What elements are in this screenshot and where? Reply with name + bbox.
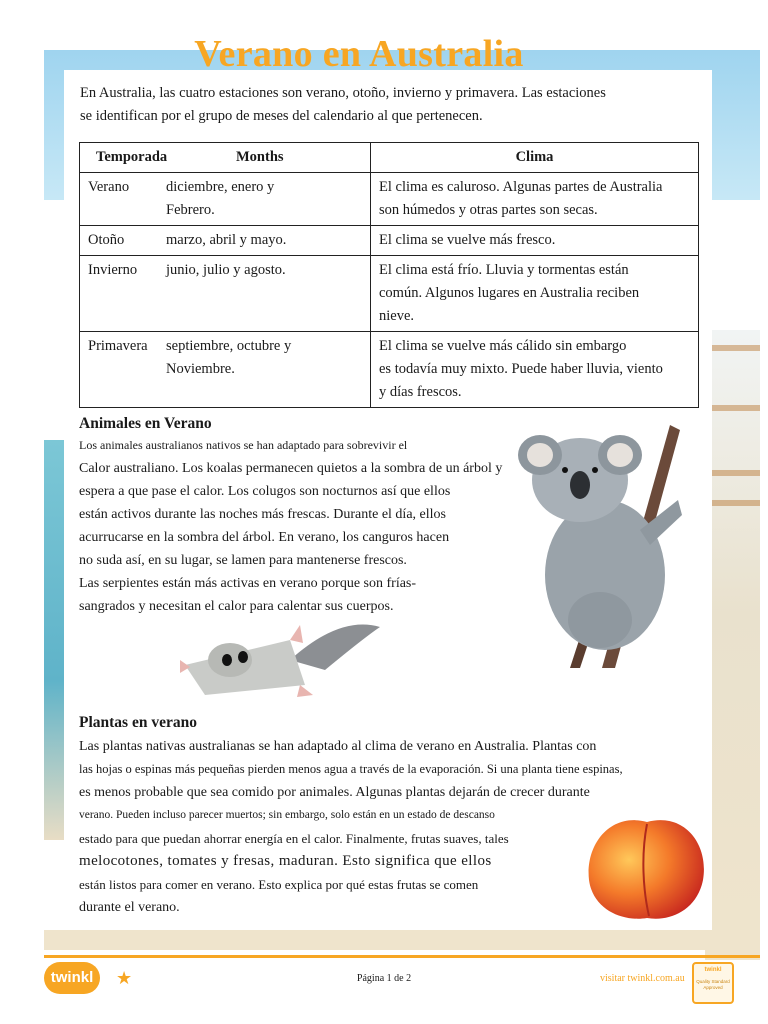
background-stripe bbox=[712, 405, 760, 411]
climate-text: común. Algunos lugares en Australia reciben bbox=[379, 285, 640, 301]
table-cell-climate bbox=[371, 173, 699, 226]
paragraph-line: es menos probable que sea comido por animales. Algunas plantas dejarán de crecer durante bbox=[79, 785, 590, 800]
peach-illustration bbox=[585, 810, 710, 922]
paragraph-line: Calor australiano. Los koalas permanecen quietos a la sombra de un árbol y bbox=[79, 461, 503, 476]
background-stripe bbox=[712, 470, 760, 476]
months-text: Noviembre. bbox=[166, 361, 235, 377]
climate-text: son húmedos y otras partes son secas. bbox=[379, 202, 598, 218]
paragraph-line: melocotones, tomates y fresas, maduran. Esto significa que ellos bbox=[79, 853, 492, 869]
table-row bbox=[80, 226, 699, 256]
background-beach bbox=[705, 330, 760, 960]
table-cell-climate bbox=[371, 256, 699, 332]
climate-text: El clima se vuelve más fresco. bbox=[379, 232, 556, 248]
page-title: Verano en Australia bbox=[194, 33, 524, 75]
intro-paragraph bbox=[80, 82, 700, 128]
paragraph-line: durante el verano. bbox=[79, 900, 180, 915]
intro-line: se identifican por el grupo de meses del calendario al que pertenecen. bbox=[80, 108, 483, 124]
paragraph-line: están activos durante las noches más frescas. Durante el día, ellos bbox=[79, 507, 446, 522]
paragraph-line: Las serpientes están más activas en verano porque son frías- bbox=[79, 576, 417, 591]
badge-subtitle: Quality Standard Approved bbox=[696, 979, 730, 990]
footer-divider bbox=[44, 955, 760, 958]
climate-text: nieve. bbox=[379, 308, 415, 324]
animals-paragraph bbox=[79, 434, 509, 618]
sugar-glider-illustration bbox=[175, 615, 390, 715]
paragraph-line: Los animales australianos nativos se han adaptado para sobrevivir el bbox=[79, 438, 408, 452]
table-header-season-months bbox=[80, 143, 371, 173]
paragraph-line: estado para que puedan ahorrar energía en el calor. Finalmente, frutas suaves, tales bbox=[79, 831, 509, 846]
header-clima: Clima bbox=[371, 143, 699, 173]
paragraph-line: las hojas o espinas más pequeñas pierden menos agua a través de la evaporación. Si una planta tiene espinas, bbox=[79, 762, 623, 776]
climate-text: y días frescos. bbox=[379, 384, 462, 400]
season-label: Primavera bbox=[88, 338, 148, 354]
quality-badge bbox=[692, 962, 734, 1004]
table-cell-climate bbox=[371, 226, 699, 256]
header-months: Months bbox=[236, 149, 284, 165]
page-number: Página 1 de 2 bbox=[356, 973, 412, 984]
paragraph-line: sangrados y necesitan el calor para calentar sus cuerpos. bbox=[79, 599, 394, 614]
paragraph-line: espera a que pase el calor. Los colugos son nocturnos así que ellos bbox=[79, 484, 451, 499]
season-label: Invierno bbox=[88, 262, 138, 278]
climate-text: El clima se vuelve más cálido sin embargo bbox=[379, 338, 627, 354]
paragraph-line: verano. Pueden incluso parecer muertos; sin embargo, solo están en un estado de descanso bbox=[79, 809, 495, 821]
season-label: Verano bbox=[88, 179, 130, 195]
paragraph-line: no suda así, en su lugar, se lamen para mantenerse frescos. bbox=[79, 553, 407, 568]
table-row bbox=[80, 256, 699, 332]
climate-text: El clima es caluroso. Algunas partes de Australia bbox=[379, 179, 663, 195]
table-cell-climate bbox=[371, 332, 699, 408]
climate-text: es todavía muy mixto. Puede haber lluvia, viento bbox=[379, 361, 663, 377]
table-cell-season bbox=[80, 226, 371, 256]
table-row bbox=[80, 173, 699, 226]
months-text: marzo, abril y mayo. bbox=[166, 232, 287, 248]
paragraph-line: acurrucarse en la sombra del árbol. En verano, los canguros hacen bbox=[79, 530, 450, 545]
months-text: septiembre, octubre y bbox=[166, 338, 292, 354]
star-icon: ★ bbox=[116, 968, 133, 989]
table-header-row bbox=[80, 143, 699, 173]
climate-text: El clima está frío. Lluvia y tormentas están bbox=[379, 262, 629, 278]
background-stripe bbox=[712, 500, 760, 506]
table-row bbox=[80, 332, 699, 408]
paragraph-line: están listos para comer en verano. Esto explica por qué estas frutas se comen bbox=[79, 877, 479, 892]
koala-illustration bbox=[510, 420, 695, 670]
table-cell-season bbox=[80, 173, 371, 226]
plants-heading: Plantas en verano bbox=[79, 714, 197, 731]
twinkl-logo: twinkl bbox=[44, 962, 100, 994]
website-link[interactable]: visitar twinkl.com.au bbox=[600, 973, 685, 984]
animals-heading: Animales en Verano bbox=[79, 415, 212, 432]
background-stripe bbox=[712, 345, 760, 351]
table-cell-season bbox=[80, 256, 371, 332]
header-temporada: Temporada bbox=[96, 149, 168, 165]
paragraph-line: Las plantas nativas australianas se han adaptado al clima de verano en Australia. Plantas con bbox=[79, 739, 597, 754]
months-text: diciembre, enero y bbox=[166, 179, 275, 195]
season-label: Otoño bbox=[88, 232, 125, 248]
seasons-table bbox=[79, 142, 699, 408]
badge-title: twinkl bbox=[704, 967, 722, 973]
background-beach-bottom bbox=[44, 930, 760, 950]
months-text: Febrero. bbox=[166, 202, 215, 218]
months-text: junio, julio y agosto. bbox=[166, 262, 286, 278]
intro-line: En Australia, las cuatro estaciones son verano, otoño, invierno y primavera. Las estaciones bbox=[80, 85, 606, 101]
table-cell-season bbox=[80, 332, 371, 408]
